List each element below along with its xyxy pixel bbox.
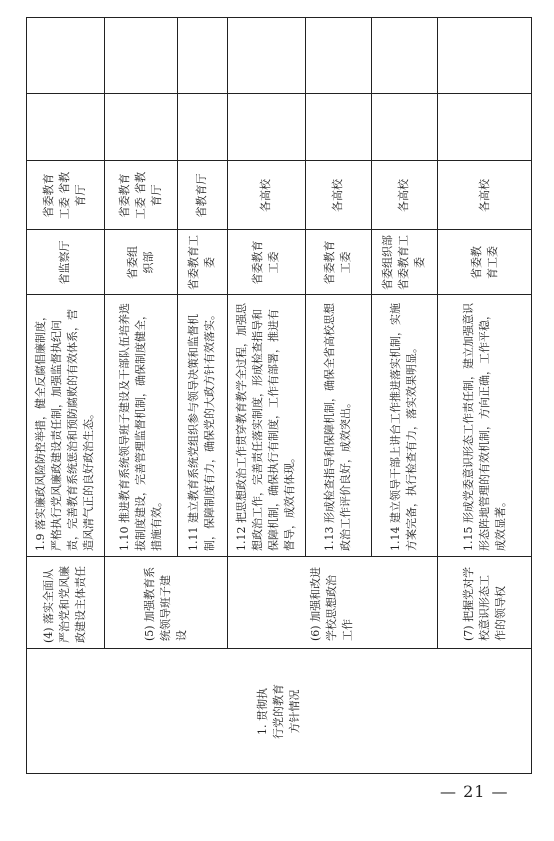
sub-item-cell xyxy=(227,557,437,649)
rotated-table-body xyxy=(26,17,532,774)
responsible-unit: 各高校 xyxy=(259,179,272,212)
lead-dept-cell xyxy=(371,230,437,295)
responsible-unit: 省教育厅 xyxy=(195,173,208,218)
sub-item-4: (4) 落实全面从严治党和党风廉政建设主体责任 xyxy=(42,566,87,643)
criterion-1-14: 1.14 建立领导干部上讲台工作推进落实机制，实施方案完备，执行检查有力，落实效果明显。 xyxy=(389,303,418,551)
lead-dept: 省委教育工委 xyxy=(469,246,499,279)
lead-dept: 省委教育工委 xyxy=(251,240,280,285)
empty-column xyxy=(26,17,532,94)
sub-item-cell xyxy=(104,557,227,649)
responsible-cell xyxy=(104,161,177,230)
lead-dept-cell xyxy=(305,230,371,295)
category-text: 1. 贯彻执行党的教育方针情况 xyxy=(256,684,301,739)
lead-dept: 省委教育工委 xyxy=(323,240,352,285)
responsible-unit: 各高校 xyxy=(477,179,491,212)
lead-dept: 省监察厅 xyxy=(58,240,71,285)
responsible-cell xyxy=(227,161,305,230)
responsible-unit: 省委教育工委 省教育厅 xyxy=(42,171,87,220)
lead-dept-cell xyxy=(104,230,177,295)
empty-column xyxy=(26,94,532,161)
supervision-table xyxy=(26,17,532,774)
responsible-cell xyxy=(371,161,437,230)
criterion-cell xyxy=(104,295,177,557)
category-cell xyxy=(26,649,532,774)
criterion-cell xyxy=(26,295,104,557)
criterion-cell xyxy=(305,295,371,557)
lead-dept-cell xyxy=(227,230,305,295)
criterion-1-10: 1.10 推进教育系统领导班子建设及干部队伍培养选拔制度建设，完善管理监督机制，确保制度健全，措施有效。 xyxy=(117,303,163,551)
sub-item-cell xyxy=(26,557,104,649)
criterion-cell xyxy=(227,295,305,557)
criterion-1-9: 1.9 落实廉政风险防控举措，健全反腐倡廉制度，严格执行党风廉政建设责任制，加强监督执纪问责，完善教育系统惩治和预防腐败的有效体系，营造风清气正的良好政治生态。 xyxy=(34,309,95,551)
responsible-unit: 省委教育工委 省教育厅 xyxy=(117,171,163,220)
lead-dept-cell xyxy=(177,230,227,295)
responsible-cell xyxy=(437,161,532,230)
page-number: — 21 — xyxy=(440,782,509,801)
responsible-cell xyxy=(305,161,371,230)
sub-item-5: (5) 加强教育系统领导班子建设 xyxy=(142,566,188,641)
sub-item-7: (7) 把握党对学校意识形态工作的领导权 xyxy=(461,566,507,641)
criterion-cell xyxy=(371,295,437,557)
responsible-unit: 各高校 xyxy=(331,179,344,212)
sub-item-cell xyxy=(437,557,532,649)
responsible-cell xyxy=(177,161,227,230)
responsible-unit: 各高校 xyxy=(397,179,410,212)
sub-item-6: (6) 加强和改进学校思想政治工作 xyxy=(309,566,354,641)
lead-dept-cell xyxy=(437,230,532,295)
criterion-cell xyxy=(177,295,227,557)
lead-dept: 省委教育工委 xyxy=(187,235,216,290)
lead-dept-cell xyxy=(26,230,104,295)
criterion-1-13: 1.13 形成检查指导和保障机制，确保全省高校思想政治工作评价良好，成效突出。 xyxy=(323,303,352,551)
criterion-1-11: 1.11 建立教育系统党组织参与领导决策和监督机制，保障制度有力，确保党的大政方针有效落实。 xyxy=(187,309,216,551)
criterion-1-15: 1.15 形成党委意识形态工作责任制，建立加强意识形态阵地管理的有效机制，方向正确，工作平稳，成效显著。 xyxy=(461,303,507,551)
lead-dept: 省委组织部 省委教育工委 xyxy=(381,235,426,290)
criterion-1-12: 1.12 把思想政治工作贯穿教育教学全过程，加强思想政治工作，完善责任落实制度，形成检查指导和保障机制，确保执行有制度，工作有部署，推进有督导，成效有体现。 xyxy=(235,303,296,551)
criterion-cell xyxy=(437,295,532,557)
lead-dept: 省委组织部 xyxy=(125,246,155,279)
responsible-cell xyxy=(26,161,104,230)
